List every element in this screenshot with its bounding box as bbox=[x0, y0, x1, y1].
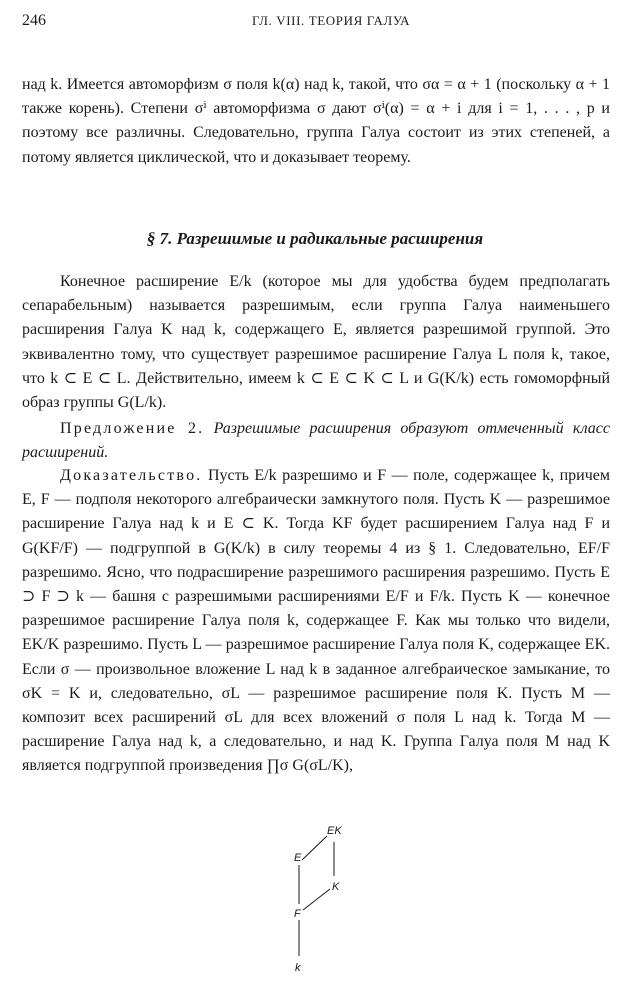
section-title: § 7. Разрешимые и радикальные расширения bbox=[146, 229, 484, 248]
node-f: F bbox=[294, 908, 301, 920]
definition-paragraph: Конечное расширение E/k (которое мы для удобства будем предполагать сепарабельным) называется разрешимым, если группа Галуа наименьшего расширения Галуа K над k, содержащего E, является разрешимой группой. Это эквивалентно тому, что существует разрешимое расширение Галуа L поля k, такое, что k ⊂ E ⊂ L. Действительно, имеем k ⊂ E ⊂ K ⊂ L и G(K/k) есть гомоморфный образ группы G(L/k). bbox=[22, 273, 610, 412]
node-k-upper: K bbox=[332, 881, 340, 893]
proof-label: Доказательство. bbox=[60, 467, 203, 484]
proposition-text: Разрешимые расширения образуют отмеченный класс расширений. bbox=[22, 420, 610, 462]
proposition-label: Предложение 2. bbox=[60, 420, 205, 437]
proof-text: Пусть E/k разрешимо и F — поле, содержащее k, причем E, F — подполя некоторого алгебраически замкнутого поля. Пусть K — разрешимое расширение Галуа над k и E ⊂ K. Тогда KF будет расширением Галуа над F и G(KF/F) — подгруппой в G(K/k) в силу теоремы 4 из § 1. Следовательно, EF/F разрешимо. Ясно, что подрасширение разрешимого расширения разрешимо. Пусть E ⊃ F ⊃ k — башня с разрешимыми расширениями E/F и F/k. Пусть K — конечное разрешимое расширение Галуа поля k, содержащее F. Как мы только что видели, EK/K разрешимо. Пусть L — разрешимое расширение Галуа поля K, содержащее EK. Если σ — произвольное вложение L над k в заданное алгебраическое замыкание, то σK = K и, следовательно, σL — разрешимое расширение поля K. Пусть M — композит всех расширений σL для всех вложений σ поля L над k. Тогда M — расширение Галуа над k, а следовательно, и над K. Группа Галуа поля M над K является подгруппой произведения ∏σ G(σL/K), bbox=[22, 467, 610, 775]
node-e: E bbox=[294, 852, 302, 864]
edge-f-k bbox=[303, 889, 330, 910]
page-number: 246 bbox=[22, 12, 46, 29]
page-header bbox=[22, 12, 606, 36]
proposition-paragraph bbox=[22, 417, 610, 465]
intro-paragraph: над k. Имеется автоморфизм σ поля k(α) над k, такой, что σα = α + 1 (поскольку α + 1 также корень). Степени σⁱ автоморфизма σ дают σⁱ(α) = α + i для i = 1, . . . , p и поэтому все различны. Следовательно, группа Галуа состоит из этих степеней, а потому является циклической, что и доказывает теорему. bbox=[22, 76, 610, 166]
node-k-base: k bbox=[295, 962, 301, 974]
node-ek: EK bbox=[327, 825, 342, 837]
field-tower-diagram bbox=[270, 820, 380, 980]
proof-paragraph bbox=[22, 464, 610, 779]
running-head: ГЛ. VIII. ТЕОРИЯ ГАЛУА bbox=[252, 13, 411, 28]
edge-e-ek bbox=[302, 836, 327, 860]
